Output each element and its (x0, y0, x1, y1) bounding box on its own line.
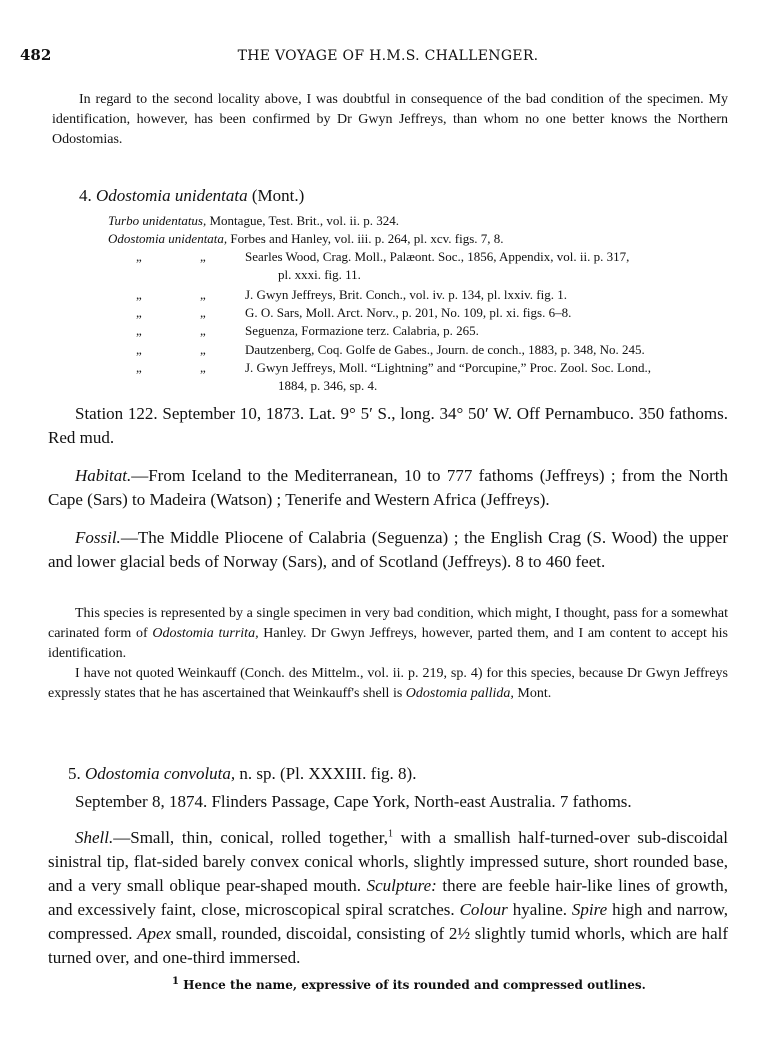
synonym-name: Odostomia unidentata, (108, 231, 228, 246)
ditto-synonyms (130, 248, 736, 398)
remark-text: This species is represented by a single specimen in very bad condition, which might, I thought, pass for a somewhat carinated form of (48, 606, 728, 641)
ditto-mark: „ (136, 305, 142, 320)
station-text: Station 122. September 10, 1873. Lat. 9° 5′ S., long. 34° 50′ W. Off Pernambuco. 350 fathoms. Red mud. (48, 404, 728, 447)
remark-text: I have not quoted Weinkauff (Conch. des Mittelm., vol. ii. p. 219, sp. 4) for this species, because Dr Gwyn Jeffreys expressly states that he has ascertained that Weinkauff's shell is (48, 666, 728, 701)
synonym-ref: pl. xxxi. fig. 11. (278, 267, 361, 282)
ditto-mark: „ (136, 249, 142, 264)
habitat-label: Habitat. (75, 466, 132, 485)
synonym-ref: Dautzenberg, Coq. Golfe de Gabes., Journ. de conch., 1883, p. 348, No. 245. (245, 342, 645, 357)
remark-paragraph (48, 664, 728, 704)
remark-text: Mont. (513, 686, 552, 701)
synonym-line (108, 212, 728, 230)
spire-label: Spire (571, 900, 608, 919)
synonymy-list (108, 212, 728, 248)
species-plate-ref: n. sp. (Pl. XXXIII. fig. 8). (235, 764, 417, 783)
footnote-marker: 1 (172, 976, 179, 987)
description-text: there are feeble hair-like lines of growth, and excessively faint, close, microscopical spiral scratches. (48, 876, 728, 919)
apex-label: Apex (137, 924, 172, 943)
species-author: (Mont.) (251, 186, 305, 205)
page-number: 482 (20, 46, 52, 64)
species-5-heading (68, 762, 416, 786)
remark-text: Hanley. Dr Gwyn Jeffreys, however, parted them, and I am content to accept his identification. (48, 626, 728, 661)
footnote-text: Hence the name, expressive of its rounded and compressed outlines. (178, 978, 646, 992)
remark-paragraph (48, 604, 728, 664)
ditto-mark: „ (200, 323, 206, 338)
locality-paragraph (48, 790, 728, 814)
description-text: small, rounded, discoidal, consisting of 2½ slightly tumid whorls, which are half turned over, and one-third immersed. (48, 924, 728, 967)
ditto-mark: „ (200, 342, 206, 357)
synonym-ref: Seguenza, Formazione terz. Calabria, p. 265. (245, 323, 479, 338)
description-text: hyaline. (507, 900, 572, 919)
description-text: —Small, thin, conical, rolled together, (113, 828, 388, 847)
shell-label: Shell. (75, 828, 114, 847)
synonym-ref: G. O. Sars, Moll. Arct. Norv., p. 201, No. 109, pl. xi. figs. 6–8. (245, 305, 572, 320)
synonym-ref: J. Gwyn Jeffreys, Moll. “Lightning” and “Porcupine,” Proc. Zool. Soc. Lond., (245, 360, 651, 375)
ditto-mark: „ (200, 360, 206, 375)
synonym-ref: Montague, Test. Brit., vol. ii. p. 324. (206, 213, 400, 228)
sculpture-label: Sculpture: (366, 876, 437, 895)
running-title: THE VOYAGE OF H.M.S. CHALLENGER. (237, 48, 539, 64)
ditto-mark: „ (200, 305, 206, 320)
species-name: Odostomia unidentata (96, 186, 248, 205)
fossil-text: —The Middle Pliocene of Calabria (Seguenza) ; the English Crag (S. Wood) the upper and lower glacial beds of Norway (Sars), and of Scotland (Jeffreys). 8 to 460 feet. (48, 528, 728, 571)
fossil-label: Fossil. (75, 528, 121, 547)
description-text: high and narrow, compressed. (48, 900, 729, 943)
intro-paragraph (52, 90, 728, 150)
footnote (172, 978, 646, 992)
station-paragraph (48, 402, 728, 450)
ditto-mark: „ (200, 287, 206, 302)
intro-text: In regard to the second locality above, I was doubtful in consequence of the bad condition of the specimen. My identification, however, has been confirmed by Dr Gwyn Jeffreys, than whom no one better knows the Northern Odostomias. (52, 92, 728, 147)
ditto-mark: „ (200, 249, 206, 264)
species-number: 4. (79, 186, 92, 205)
ditto-mark: „ (136, 323, 142, 338)
synonym-name: Turbo unidentatus, (108, 213, 207, 228)
synonym-ref: Searles Wood, Crag. Moll., Palæont. Soc., 1856, Appendix, vol. ii. p. 317, (245, 249, 630, 264)
species-reference: Odostomia turrita, (152, 626, 259, 641)
remarks (48, 604, 728, 704)
synonym-line (108, 230, 728, 248)
habitat-text: —From Iceland to the Mediterranean, 10 to 777 fathoms (Jeffreys) ; from the North Cape (Sars) to Madeira (Watson) ; Tenerife and Western Africa (Jeffreys). (48, 466, 728, 509)
shell-description (48, 826, 728, 970)
ditto-mark: „ (136, 287, 142, 302)
species-number: 5. (68, 764, 81, 783)
locality-text: September 8, 1874. Flinders Passage, Cape York, North-east Australia. 7 fathoms. (75, 792, 632, 811)
synonym-ref: Forbes and Hanley, vol. iii. p. 264, pl. xcv. figs. 7, 8. (227, 231, 504, 246)
fossil-paragraph (48, 526, 728, 574)
ditto-mark: „ (136, 360, 142, 375)
species-4-heading (79, 184, 304, 208)
habitat-paragraph (48, 464, 728, 512)
synonym-ref: 1884, p. 346, sp. 4. (278, 378, 378, 393)
synonym-ref: J. Gwyn Jeffreys, Brit. Conch., vol. iv. p. 134, pl. lxxiv. fig. 1. (245, 287, 567, 302)
ditto-mark: „ (136, 342, 142, 357)
species-reference: Odostomia pallida, (405, 686, 514, 701)
description-text: with a smallish half-turned-over sub-discoidal sinistral tip, flat-sided barely convex conical whorls, slightly impressed suture, short rounded base, and a very small oblique pear-shaped mouth. (48, 828, 728, 895)
colour-label: Colour (459, 900, 508, 919)
footnote-marker: 1 (387, 828, 393, 840)
species-name: Odostomia convoluta, (85, 764, 236, 783)
